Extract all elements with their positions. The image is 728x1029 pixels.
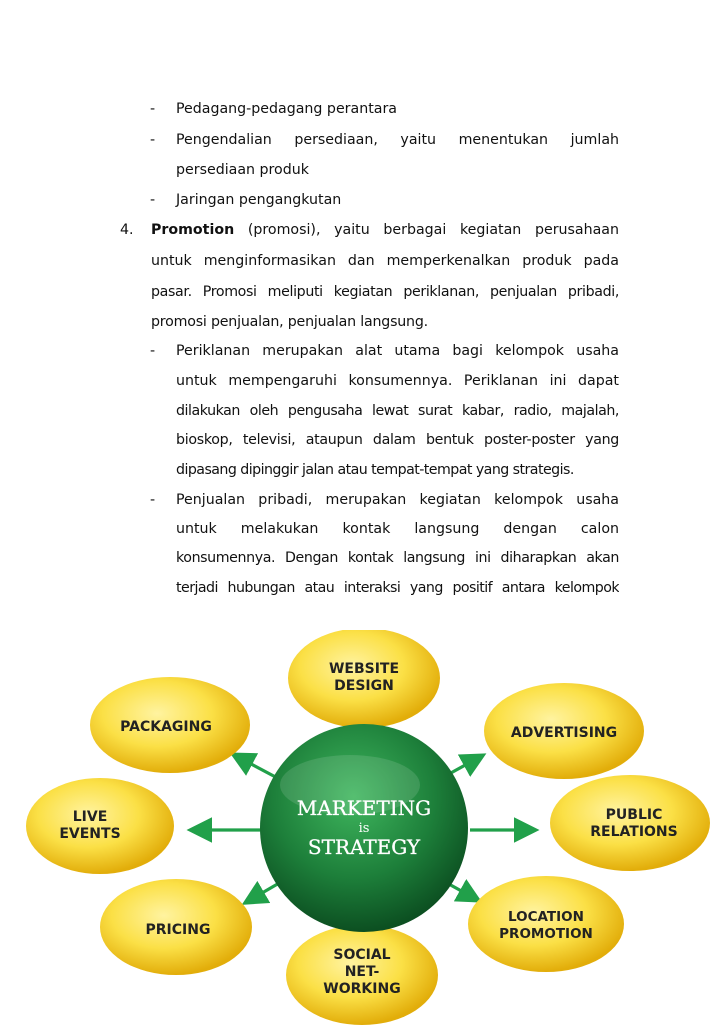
text-line: dipasang dipinggir jalan atau tempat-tempat yang strategis. [176, 462, 574, 478]
node-label: EVENTS [59, 826, 121, 842]
node-website-design [288, 630, 440, 728]
text-line: promosi penjualan, penjualan langsung. [151, 314, 428, 330]
node-label: DESIGN [334, 678, 394, 694]
bullet-dash: - [150, 132, 156, 148]
node-label: WEBSITE [328, 661, 400, 677]
text-line: konsumennya. Dengan kontak langsung ini diharapkan akan [176, 550, 619, 566]
promotion-term: Promotion [151, 222, 235, 238]
center-label: MARKETING [296, 796, 432, 820]
text-line: untuk menginformasikan dan memperkenalkan produk pada [151, 253, 619, 269]
node-pricing [100, 879, 252, 975]
text-line: Jaringan pengangkutan [176, 192, 342, 208]
node-live-events [26, 778, 174, 874]
text-line: terjadi hubungan atau interaksi yang positif antara kelompok [176, 580, 619, 596]
text-line: pasar. Promosi meliputi kegiatan periklanan, penjualan pribadi, [151, 284, 619, 300]
bullet-dash: - [150, 192, 156, 208]
text-line: Pengendalian persediaan, yaitu menentukan jumlah [176, 132, 619, 148]
bullet-dash: - [150, 492, 156, 508]
text-line: Pedagang-pedagang perantara [176, 101, 397, 117]
node-packaging [90, 677, 250, 773]
text-line: dilakukan oleh pengusaha lewat surat kabar, radio, majalah, [176, 403, 619, 419]
center-label: is [358, 821, 370, 836]
text-line: untuk mempengaruhi konsumennya. Periklanan ini dapat [176, 373, 619, 389]
node-label: NET- [344, 964, 380, 980]
text-line: Periklanan merupakan alat utama bagi kelompok usaha [176, 343, 619, 359]
node-label: SOCIAL [333, 947, 391, 963]
node-advertising [484, 683, 644, 779]
marketing-strategy-diagram [0, 630, 728, 1029]
node-label: PACKAGING [120, 719, 212, 735]
promotion-desc: (promosi), yaitu berbagai kegiatan perusahaan [247, 222, 619, 238]
bullet-dash: - [150, 343, 156, 359]
node-label: PRICING [145, 922, 211, 938]
text-line: persediaan produk [176, 162, 309, 178]
bullet-dash: - [150, 101, 156, 117]
text-line: untuk melakukan kontak langsung dengan calon [176, 521, 619, 537]
node-label: PUBLIC [605, 807, 663, 823]
node-label: LIVE [72, 809, 108, 825]
node-public-relations [550, 775, 710, 871]
node-label: LOCATION [508, 909, 584, 925]
node-social-networking [286, 925, 438, 1025]
node-label: RELATIONS [590, 824, 678, 840]
text-line: bioskop, televisi, ataupun dalam bentuk poster-poster yang [176, 432, 619, 448]
text-line [151, 219, 619, 241]
text-line: Penjualan pribadi, merupakan kegiatan kelompok usaha [176, 492, 619, 508]
node-location-promotion [468, 876, 624, 972]
node-label: PROMOTION [499, 926, 593, 942]
center-label: STRATEGY [307, 835, 421, 859]
node-label: WORKING [323, 981, 401, 997]
node-label: ADVERTISING [510, 725, 618, 741]
center-marketing-strategy [260, 724, 468, 932]
list-number: 4. [120, 222, 134, 238]
